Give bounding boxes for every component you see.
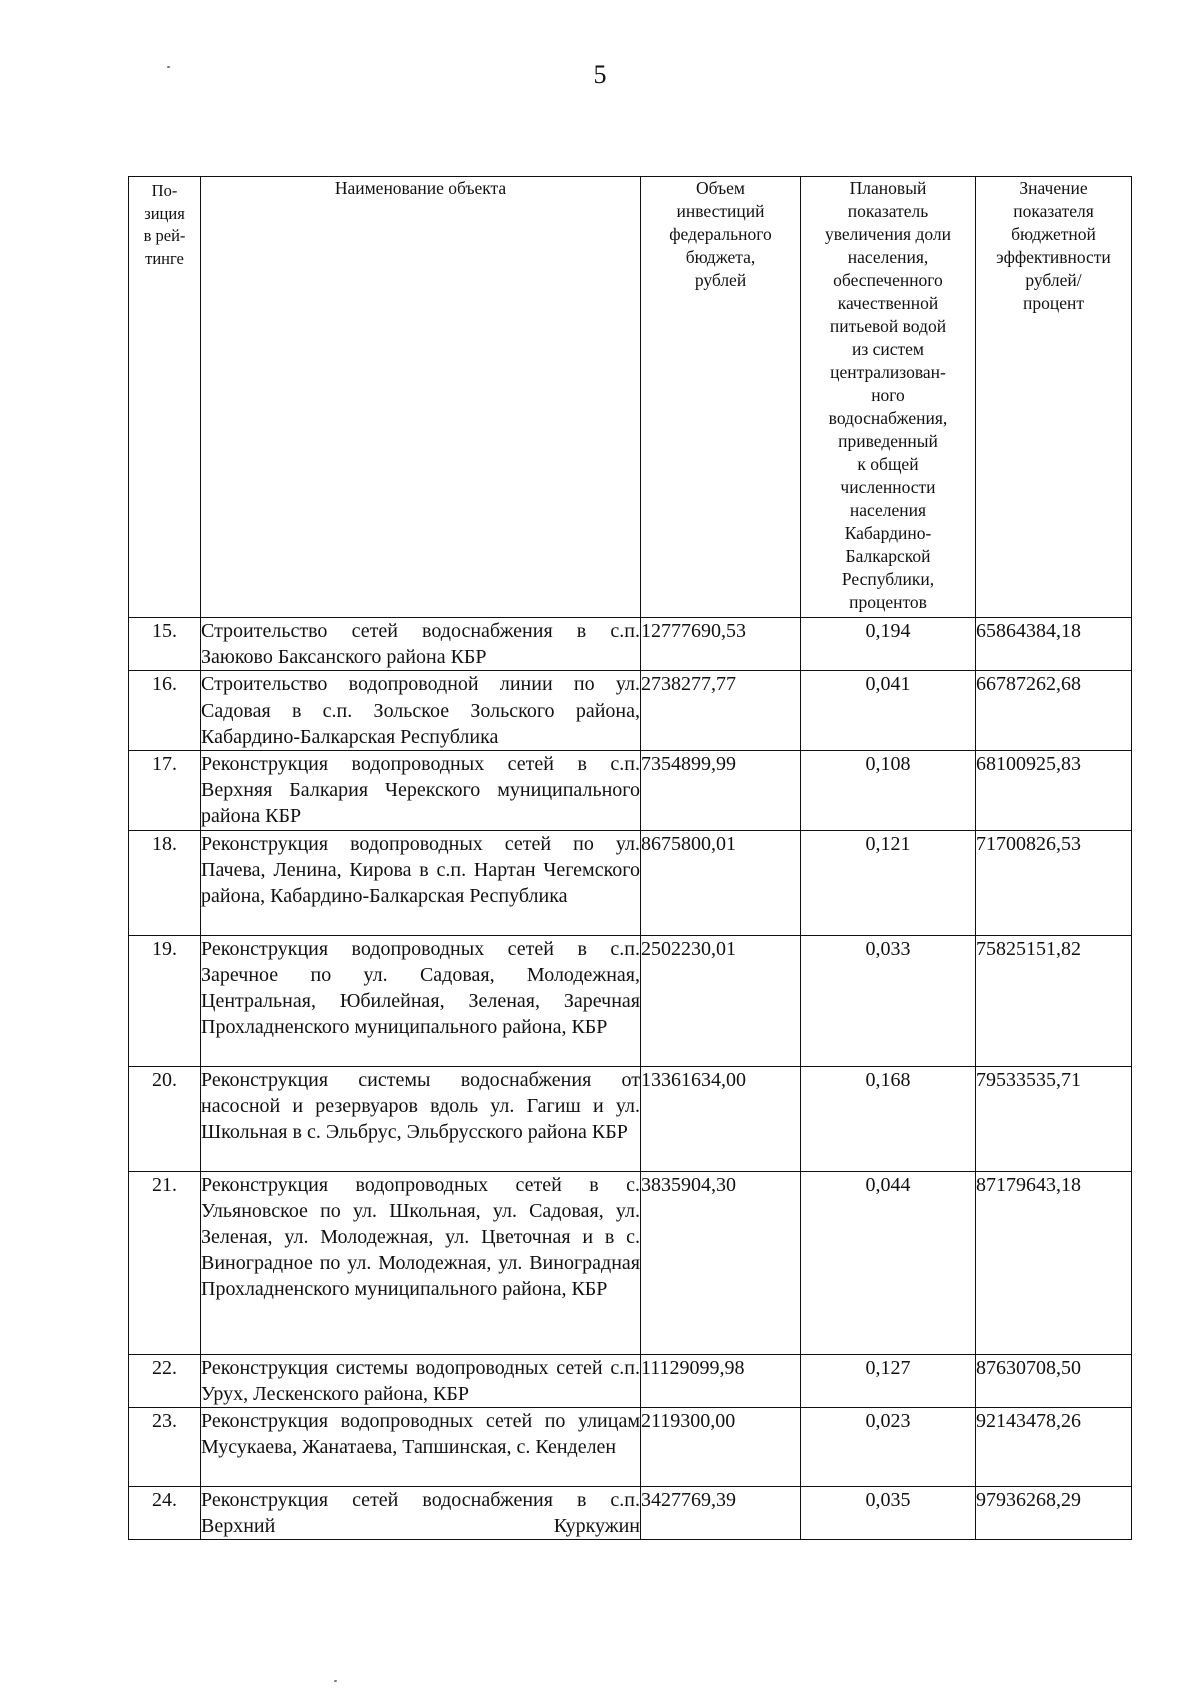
cell-investment: 3835904,30 <box>641 1171 801 1354</box>
page-number: 5 <box>593 60 607 89</box>
table-header-row <box>129 177 1132 618</box>
cell-efficiency: 92143478,26 <box>976 1408 1132 1487</box>
cell-efficiency: 87179643,18 <box>976 1171 1132 1354</box>
cell-investment: 11129099,98 <box>641 1354 801 1407</box>
table-row <box>129 618 1132 671</box>
header-investment-text: Объем инвестиций федерального бюджета, рублей <box>669 178 772 290</box>
cell-efficiency: 75825151,82 <box>976 935 1132 1066</box>
cell-plan: 0,023 <box>801 1408 976 1487</box>
table-row <box>129 1354 1132 1407</box>
cell-position: 19. <box>129 935 201 1066</box>
cell-position: 16. <box>129 671 201 751</box>
table-row <box>129 935 1132 1066</box>
header-name-text: Наименование объекта <box>334 178 507 198</box>
cell-investment: 2502230,01 <box>641 935 801 1066</box>
cell-position: 22. <box>129 1354 201 1407</box>
table-row <box>129 671 1132 751</box>
cell-name: Реконструкция водопроводных сетей по ул. Пачева, Ленина, Кирова в с.п. Нартан Чегемского района, Кабардино-Балкарская Республика <box>201 830 641 935</box>
table-row <box>129 1066 1132 1171</box>
cell-investment: 7354899,99 <box>641 751 801 831</box>
header-plan <box>801 177 976 618</box>
cell-plan: 0,035 <box>801 1487 976 1540</box>
scan-speck <box>167 66 170 68</box>
header-efficiency-text: Значение показателя бюджетной эффективности рублей/ процент <box>996 178 1111 313</box>
header-position <box>129 177 201 618</box>
cell-efficiency: 71700826,53 <box>976 830 1132 935</box>
cell-plan: 0,168 <box>801 1066 976 1171</box>
cell-plan: 0,121 <box>801 830 976 935</box>
cell-name: Реконструкция сетей водоснабжения в с.п. Верхний Куркужин <box>201 1487 641 1540</box>
cell-plan: 0,127 <box>801 1354 976 1407</box>
cell-investment: 12777690,53 <box>641 618 801 671</box>
table-row <box>129 830 1132 935</box>
cell-name: Реконструкция водопроводных сетей в с.п. Заречное по ул. Садовая, Молодежная, Центральная, Юбилейная, Зеленая, Заречная Прохладненского муниципального района, КБР <box>201 935 641 1066</box>
cell-plan: 0,041 <box>801 671 976 751</box>
cell-investment: 8675800,01 <box>641 830 801 935</box>
cell-investment: 2119300,00 <box>641 1408 801 1487</box>
header-efficiency <box>976 177 1132 618</box>
cell-plan: 0,194 <box>801 618 976 671</box>
cell-position: 18. <box>129 830 201 935</box>
table-row <box>129 1487 1132 1540</box>
cell-position: 21. <box>129 1171 201 1354</box>
cell-plan: 0,033 <box>801 935 976 1066</box>
table-row <box>129 751 1132 831</box>
cell-name: Реконструкция системы водопроводных сетей с.п. Урух, Лескенского района, КБР <box>201 1354 641 1407</box>
header-plan-text: Плановый показатель увеличения доли населения, обеспеченного качественной питьевой водой из систем централизован- ного водоснабжения, приведенный к общей численности населения Кабардино- Балкарской Республики, процентов <box>824 178 952 612</box>
cell-name: Реконструкция водопроводных сетей в с. Ульяновское по ул. Школьная, ул. Садовая, ул. Зеленая, ул. Молодежная, ул. Цветочная и в с. Виноградное по ул. Молодежная, ул. Виноградная Прохладненского муниципального района, КБР <box>201 1171 641 1354</box>
cell-position: 23. <box>129 1408 201 1487</box>
cell-name: Реконструкция системы водоснабжения от насосной и резервуаров вдоль ул. Гагиш и ул. Школьная в с. Эльбрус, Эльбрусского района КБР <box>201 1066 641 1171</box>
cell-plan: 0,108 <box>801 751 976 831</box>
cell-name: Строительство сетей водоснабжения в с.п. Заюково Баксанского района КБР <box>201 618 641 671</box>
cell-plan: 0,044 <box>801 1171 976 1354</box>
cell-name: Реконструкция водопроводных сетей по улицам Мусукаева, Жанатаева, Тапшинская, с. Кенделен <box>201 1408 641 1487</box>
cell-name: Реконструкция водопроводных сетей в с.п. Верхняя Балкария Черекского муниципального района КБР <box>201 751 641 831</box>
cell-name: Строительство водопроводной линии по ул. Садовая в с.п. Зольское Зольского района, Кабардино-Балкарская Республика <box>201 671 641 751</box>
rating-table <box>128 176 1132 1540</box>
scan-speck <box>334 1680 337 1682</box>
header-name <box>201 177 641 618</box>
cell-efficiency: 65864384,18 <box>976 618 1132 671</box>
cell-position: 15. <box>129 618 201 671</box>
table-row <box>129 1408 1132 1487</box>
cell-position: 24. <box>129 1487 201 1540</box>
cell-efficiency: 97936268,29 <box>976 1487 1132 1540</box>
header-investment <box>641 177 801 618</box>
header-position-text: По- зиция в рей- тинге <box>143 181 186 268</box>
cell-investment: 2738277,77 <box>641 671 801 751</box>
table-row <box>129 1171 1132 1354</box>
cell-efficiency: 68100925,83 <box>976 751 1132 831</box>
cell-investment: 13361634,00 <box>641 1066 801 1171</box>
cell-position: 17. <box>129 751 201 831</box>
cell-efficiency: 79533535,71 <box>976 1066 1132 1171</box>
cell-investment: 3427769,39 <box>641 1487 801 1540</box>
cell-efficiency: 87630708,50 <box>976 1354 1132 1407</box>
cell-position: 20. <box>129 1066 201 1171</box>
cell-efficiency: 66787262,68 <box>976 671 1132 751</box>
